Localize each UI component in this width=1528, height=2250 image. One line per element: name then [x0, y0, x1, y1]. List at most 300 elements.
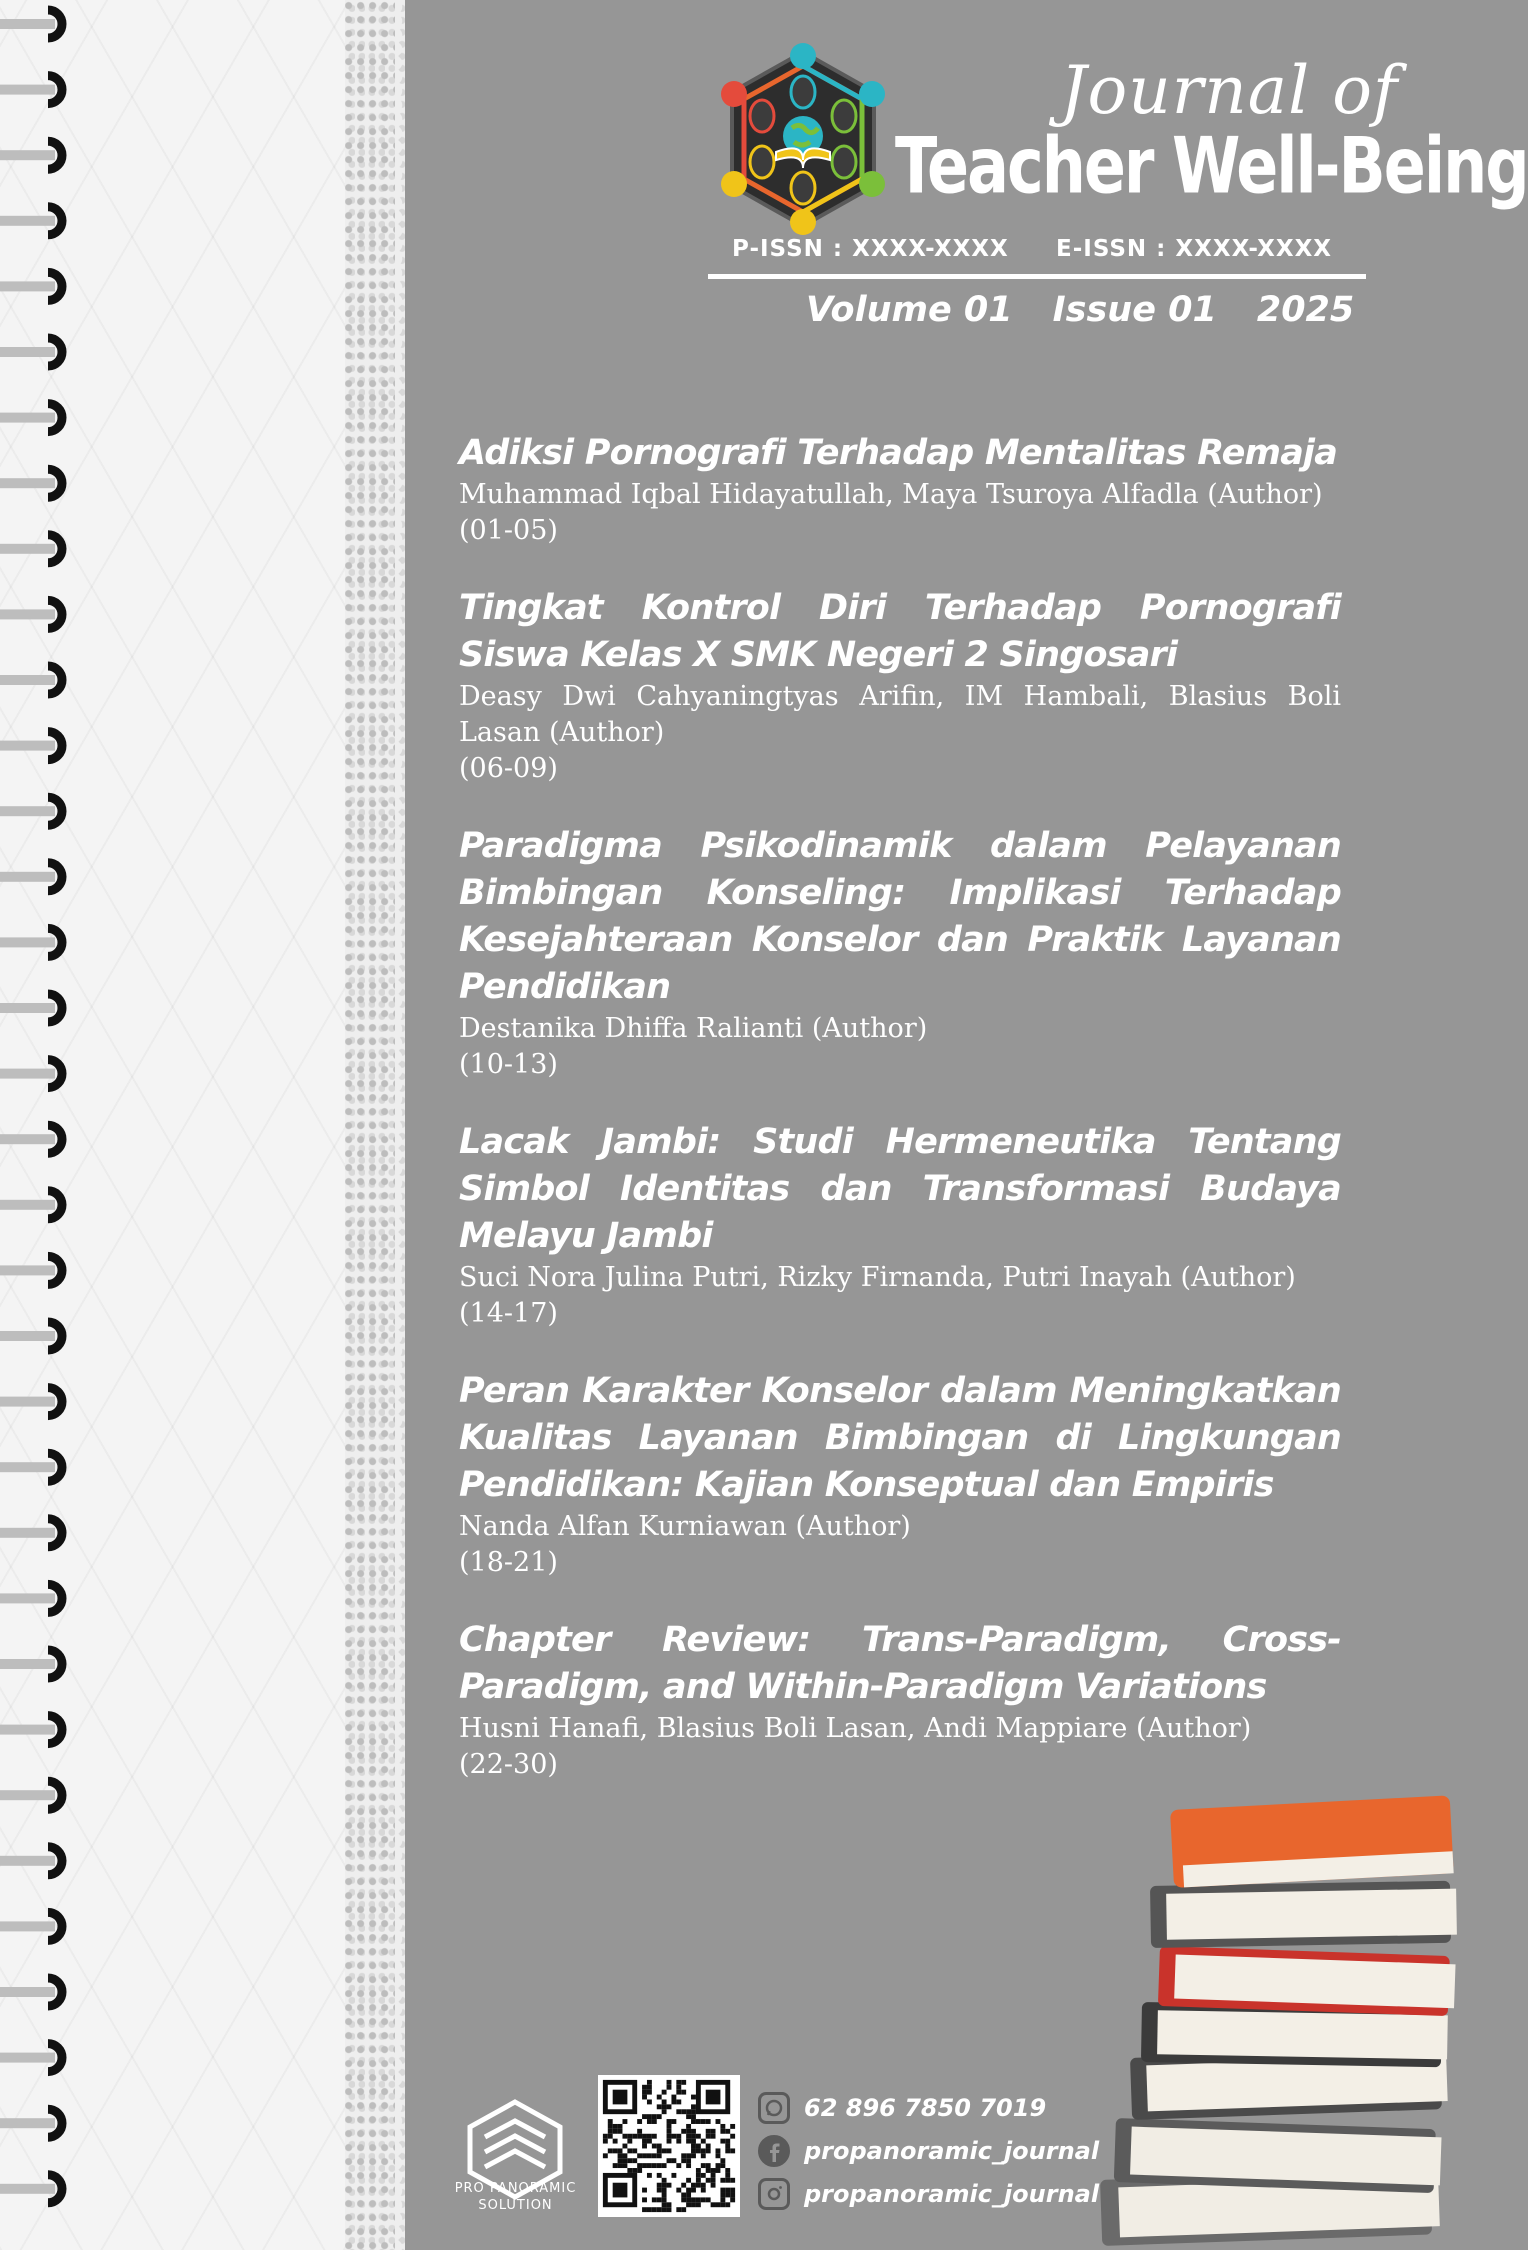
qr-module	[642, 2114, 647, 2119]
qr-module	[711, 2178, 716, 2183]
qr-module	[686, 2114, 691, 2119]
qr-module	[696, 2173, 701, 2178]
qr-module	[603, 2139, 608, 2144]
qr-module	[676, 2109, 681, 2114]
qr-module	[681, 2090, 686, 2095]
ring-wire	[0, 413, 55, 423]
article-title[interactable]: Peran Karakter Konselor dalam Meningkatkan Kualitas Layanan Bimbingan di Lingkungan Pendidikan: Kajian Konseptual dan Empiris	[459, 1371, 1341, 1505]
qr-module	[681, 2197, 686, 2202]
qr-module	[671, 2099, 676, 2104]
qr-module	[716, 2163, 721, 2168]
qr-module	[671, 2173, 676, 2178]
book-stack-illustration	[1090, 1780, 1410, 2250]
article-authors: Husni Hanafi, Blasius Boli Lasan, Andi Mappiare (Author)	[459, 1713, 1252, 1744]
qr-module	[652, 2207, 657, 2212]
contact-info	[758, 2086, 1099, 2215]
qr-module	[657, 2197, 662, 2202]
qr-module	[701, 2183, 706, 2188]
ring-wire	[0, 2053, 55, 2063]
qr-module	[647, 2114, 652, 2119]
qr-module	[618, 2163, 623, 2168]
qr-module	[686, 2129, 691, 2134]
qr-module	[667, 2158, 672, 2163]
ring-wire	[0, 1987, 55, 1997]
journal-title-small: Journal of	[1060, 52, 1399, 129]
contact-facebook[interactable]	[758, 2129, 1099, 2172]
qr-module	[627, 2134, 632, 2139]
qr-module	[657, 2095, 662, 2100]
qr-module	[647, 2207, 652, 2212]
article-entry[interactable]	[459, 1368, 1341, 1581]
qr-module	[691, 2129, 696, 2134]
qr-module	[618, 2148, 623, 2153]
qr-module	[632, 2168, 637, 2173]
year-label: 2025	[1256, 290, 1355, 330]
qr-module	[667, 2207, 672, 2212]
article-authors: Deasy Dwi Cahyaningtyas Arifin, IM Hambali, Blasius Boli Lasan (Author)	[459, 681, 1341, 748]
article-title[interactable]: Tingkat Kontrol Diri Terhadap Pornografi Siswa Kelas X SMK Negeri 2 Singosari	[459, 588, 1341, 675]
qr-module	[642, 2144, 647, 2149]
qr-module	[676, 2080, 681, 2085]
qr-finder-core	[613, 2183, 628, 2198]
article-entry[interactable]	[459, 430, 1341, 549]
qr-finder-core	[706, 2090, 721, 2105]
qr-module	[608, 2134, 613, 2139]
qr-finder-core	[613, 2090, 628, 2105]
qr-module	[730, 2193, 735, 2198]
qr-module	[730, 2148, 735, 2153]
article-authors: Suci Nora Julina Putri, Rizky Firnanda, Putri Inayah (Author)	[459, 1262, 1296, 1293]
qr-module	[720, 2129, 725, 2134]
publisher-line-1: PRO PANORAMIC	[454, 2181, 577, 2196]
qr-module	[618, 2124, 623, 2129]
qr-module	[711, 2173, 716, 2178]
qr-module	[642, 2197, 647, 2202]
qr-module	[720, 2163, 725, 2168]
qr-module	[637, 2119, 642, 2124]
qr-module	[671, 2095, 676, 2100]
ring-wire	[0, 937, 55, 947]
qr-module	[608, 2119, 613, 2124]
e-issn: E-ISSN : XXXX-XXXX	[1056, 236, 1333, 262]
ring-wire	[0, 1921, 55, 1931]
qr-module	[662, 2202, 667, 2207]
qr-code[interactable]	[598, 2075, 740, 2217]
ring-wire	[0, 872, 55, 882]
ring-wire	[0, 1069, 55, 1079]
whatsapp-icon	[758, 2092, 790, 2124]
phone-number[interactable]: 62 896 7850 7019	[804, 2093, 1047, 2122]
qr-module	[603, 2134, 608, 2139]
qr-module	[642, 2134, 647, 2139]
article-pages: (01-05)	[459, 515, 558, 546]
qr-module	[642, 2153, 647, 2158]
qr-module	[647, 2119, 652, 2124]
qr-module	[676, 2188, 681, 2193]
article-title[interactable]: Lacak Jambi: Studi Hermeneutika Tentang Simbol Identitas dan Transformasi Budaya Melayu Jambi	[459, 1122, 1341, 1256]
ring-wire	[0, 544, 55, 554]
qr-module	[652, 2134, 657, 2139]
qr-module	[657, 2183, 662, 2188]
qr-module	[691, 2104, 696, 2109]
qr-module	[725, 2173, 730, 2178]
qr-module	[618, 2129, 623, 2134]
qr-module	[696, 2202, 701, 2207]
qr-module	[706, 2119, 711, 2124]
qr-module	[725, 2139, 730, 2144]
qr-module	[676, 2085, 681, 2090]
qr-module	[725, 2178, 730, 2183]
qr-module	[691, 2139, 696, 2144]
ring-wire	[0, 609, 55, 619]
qr-module	[696, 2183, 701, 2188]
qr-module	[701, 2119, 706, 2124]
qr-module	[681, 2080, 686, 2085]
ring-wire	[0, 347, 55, 357]
qr-module	[711, 2202, 716, 2207]
qr-module	[637, 2134, 642, 2139]
article-pages: (14-17)	[459, 1298, 558, 1329]
spiral-binding-rings	[0, 0, 100, 2250]
qr-module	[701, 2148, 706, 2153]
qr-module	[662, 2099, 667, 2104]
qr-module	[637, 2163, 642, 2168]
journal-logo	[714, 44, 892, 234]
qr-module	[681, 2183, 686, 2188]
publisher-line-2: SOLUTION	[478, 2198, 553, 2213]
qr-module	[622, 2163, 627, 2168]
qr-module	[706, 2129, 711, 2134]
qr-module	[667, 2202, 672, 2207]
qr-module	[720, 2197, 725, 2202]
qr-module	[686, 2193, 691, 2198]
qr-module	[667, 2183, 672, 2188]
qr-module	[701, 2173, 706, 2178]
ring-wire	[0, 1725, 55, 1735]
qr-module	[622, 2119, 627, 2124]
issue-label: Issue 01	[1052, 290, 1217, 330]
ring-wire	[0, 806, 55, 816]
qr-module	[696, 2119, 701, 2124]
article-authors: Destanika Dhiffa Ralianti (Author)	[459, 1013, 928, 1044]
qr-module	[691, 2148, 696, 2153]
article-entry[interactable]	[459, 1617, 1341, 1783]
ring-wire	[0, 1003, 55, 1013]
qr-module	[608, 2148, 613, 2153]
qr-module	[608, 2124, 613, 2129]
qr-module	[676, 2163, 681, 2168]
qr-module	[652, 2153, 657, 2158]
instagram-icon	[758, 2178, 790, 2210]
qr-module	[667, 2129, 672, 2134]
qr-module	[686, 2202, 691, 2207]
ring-wire	[0, 2184, 55, 2194]
qr-module	[662, 2207, 667, 2212]
qr-module	[647, 2080, 652, 2085]
article-entry[interactable]	[459, 585, 1341, 787]
qr-module	[720, 2188, 725, 2193]
qr-module	[696, 2148, 701, 2153]
qr-module	[730, 2178, 735, 2183]
article-pages: (22-30)	[459, 1749, 558, 1780]
qr-module	[716, 2202, 721, 2207]
qr-module	[691, 2095, 696, 2100]
qr-module	[667, 2119, 672, 2124]
qr-module	[657, 2144, 662, 2149]
qr-module	[627, 2139, 632, 2144]
qr-module	[691, 2183, 696, 2188]
qr-module	[652, 2119, 657, 2124]
qr-module	[676, 2139, 681, 2144]
qr-module	[706, 2163, 711, 2168]
qr-module	[667, 2104, 672, 2109]
qr-module	[701, 2197, 706, 2202]
qr-module	[642, 2207, 647, 2212]
qr-module	[686, 2109, 691, 2114]
facebook-handle[interactable]: propanoramic_journal	[804, 2136, 1100, 2165]
qr-module	[662, 2148, 667, 2153]
qr-module	[696, 2144, 701, 2149]
qr-module	[676, 2207, 681, 2212]
contact-phone[interactable]	[758, 2086, 1099, 2129]
header-divider	[708, 274, 1366, 279]
qr-module	[681, 2153, 686, 2158]
qr-module	[647, 2134, 652, 2139]
qr-module	[662, 2178, 667, 2183]
qr-module	[652, 2144, 657, 2149]
ring-wire	[0, 675, 55, 685]
qr-module	[720, 2202, 725, 2207]
qr-module	[676, 2099, 681, 2104]
qr-module	[706, 2168, 711, 2173]
qr-module	[716, 2148, 721, 2153]
qr-module	[701, 2188, 706, 2193]
qr-module	[642, 2085, 647, 2090]
volume-label: Volume 01	[806, 290, 1013, 330]
contact-instagram[interactable]	[758, 2172, 1099, 2215]
qr-module	[647, 2085, 652, 2090]
article-title[interactable]: Paradigma Psikodinamik dalam Pelayanan Bimbingan Konseling: Implikasi Terhadap Kesejahteraan Konselor dan Praktik Layanan Pendidikan	[459, 826, 1341, 1007]
ring-wire	[0, 216, 55, 226]
qr-module	[686, 2158, 691, 2163]
qr-module	[686, 2134, 691, 2139]
qr-module	[632, 2134, 637, 2139]
qr-module	[681, 2207, 686, 2212]
qr-module	[701, 2153, 706, 2158]
qr-module	[647, 2099, 652, 2104]
qr-module	[686, 2139, 691, 2144]
qr-module	[627, 2158, 632, 2163]
qr-module	[642, 2163, 647, 2168]
qr-module	[716, 2153, 721, 2158]
qr-module	[647, 2090, 652, 2095]
qr-module	[627, 2148, 632, 2153]
qr-module	[720, 2124, 725, 2129]
ring-wire	[0, 281, 55, 291]
qr-module	[662, 2163, 667, 2168]
qr-module	[691, 2134, 696, 2139]
qr-module	[657, 2173, 662, 2178]
qr-module	[642, 2188, 647, 2193]
qr-module	[637, 2129, 642, 2134]
qr-module	[711, 2129, 716, 2134]
article-authors: Nanda Alfan Kurniawan (Author)	[459, 1511, 911, 1542]
ring-wire	[0, 1265, 55, 1275]
article-title[interactable]: Chapter Review: Trans-Paradigm, Cross-Paradigm, and Within-Paradigm Variations	[459, 1620, 1341, 1707]
qr-module	[657, 2148, 662, 2153]
article-pages: (18-21)	[459, 1547, 558, 1578]
qr-module	[681, 2193, 686, 2198]
article-pages: (06-09)	[459, 753, 558, 784]
qr-module	[657, 2153, 662, 2158]
qr-module	[613, 2139, 618, 2144]
publisher-name	[448, 2180, 583, 2214]
qr-module	[657, 2163, 662, 2168]
torn-paper-edge-scallop	[395, 0, 409, 2250]
qr-module	[716, 2168, 721, 2173]
qr-module	[696, 2134, 701, 2139]
qr-module	[686, 2153, 691, 2158]
qr-module	[701, 2163, 706, 2168]
article-entry[interactable]	[459, 1119, 1341, 1332]
qr-module	[725, 2129, 730, 2134]
qr-module	[637, 2153, 642, 2158]
ring-wire	[0, 1462, 55, 1472]
qr-module	[657, 2207, 662, 2212]
ring-wire	[0, 19, 55, 29]
qr-module	[622, 2144, 627, 2149]
qr-module	[686, 2163, 691, 2168]
qr-module	[647, 2139, 652, 2144]
volume-issue-line	[806, 290, 1354, 330]
qr-module	[706, 2148, 711, 2153]
qr-module	[706, 2178, 711, 2183]
ring-wire	[0, 1528, 55, 1538]
qr-module	[647, 2153, 652, 2158]
qr-module	[696, 2197, 701, 2202]
qr-module	[613, 2129, 618, 2134]
qr-module	[603, 2153, 608, 2158]
article-entry[interactable]	[459, 823, 1341, 1083]
journal-title-large: Teacher Well-Being	[895, 120, 1528, 212]
qr-module	[662, 2104, 667, 2109]
qr-module	[691, 2114, 696, 2119]
qr-module	[671, 2158, 676, 2163]
ring-wire	[0, 2118, 55, 2128]
qr-module	[632, 2148, 637, 2153]
qr-module	[637, 2168, 642, 2173]
ring-wire	[0, 741, 55, 751]
qr-module	[647, 2173, 652, 2178]
qr-module	[725, 2168, 730, 2173]
qr-module	[691, 2144, 696, 2149]
qr-module	[652, 2163, 657, 2168]
qr-module	[725, 2193, 730, 2198]
qr-module	[667, 2080, 672, 2085]
qr-module	[662, 2183, 667, 2188]
qr-module	[686, 2188, 691, 2193]
qr-module	[711, 2183, 716, 2188]
qr-module	[662, 2090, 667, 2095]
ring-wire	[0, 1593, 55, 1603]
qr-module	[691, 2119, 696, 2124]
qr-module	[622, 2158, 627, 2163]
qr-module	[720, 2178, 725, 2183]
qr-module	[662, 2188, 667, 2193]
qr-module	[622, 2153, 627, 2158]
qr-module	[647, 2163, 652, 2168]
qr-module	[642, 2139, 647, 2144]
qr-module	[671, 2119, 676, 2124]
qr-module	[622, 2134, 627, 2139]
qr-module	[676, 2134, 681, 2139]
qr-module	[657, 2188, 662, 2193]
qr-module	[696, 2178, 701, 2183]
article-list	[459, 430, 1341, 1819]
ring-wire	[0, 1134, 55, 1144]
qr-module	[618, 2153, 623, 2158]
facebook-icon	[758, 2135, 790, 2167]
qr-module	[720, 2158, 725, 2163]
qr-module	[667, 2085, 672, 2090]
qr-module	[681, 2158, 686, 2163]
p-issn: P-ISSN : XXXX-XXXX	[732, 236, 1009, 262]
qr-module	[686, 2197, 691, 2202]
qr-module	[730, 2134, 735, 2139]
qr-module	[667, 2124, 672, 2129]
qr-module	[711, 2168, 716, 2173]
qr-module	[686, 2124, 691, 2129]
qr-module	[657, 2114, 662, 2119]
qr-module	[706, 2197, 711, 2202]
qr-module	[691, 2202, 696, 2207]
qr-module	[730, 2188, 735, 2193]
qr-module	[642, 2095, 647, 2100]
qr-module	[691, 2197, 696, 2202]
instagram-handle[interactable]: propanoramic_journal	[804, 2179, 1100, 2208]
qr-module	[725, 2202, 730, 2207]
qr-module	[632, 2158, 637, 2163]
qr-module	[627, 2168, 632, 2173]
qr-module	[681, 2129, 686, 2134]
qr-module	[667, 2134, 672, 2139]
ring-wire	[0, 1856, 55, 1866]
ring-wire	[0, 1790, 55, 1800]
qr-module	[701, 2139, 706, 2144]
qr-module	[720, 2139, 725, 2144]
ring-wire	[0, 150, 55, 160]
qr-module	[613, 2124, 618, 2129]
qr-module	[725, 2148, 730, 2153]
ring-wire	[0, 1200, 55, 1210]
qr-module	[711, 2134, 716, 2139]
qr-module	[725, 2144, 730, 2149]
qr-module	[706, 2134, 711, 2139]
qr-module	[662, 2197, 667, 2202]
qr-module	[686, 2178, 691, 2183]
qr-module	[725, 2188, 730, 2193]
qr-module	[671, 2134, 676, 2139]
qr-module	[691, 2109, 696, 2114]
ring-wire	[0, 1659, 55, 1669]
qr-module	[613, 2148, 618, 2153]
article-title[interactable]: Adiksi Pornografi Terhadap Mentalitas Remaja	[459, 433, 1338, 473]
qr-module	[613, 2163, 618, 2168]
qr-module	[662, 2109, 667, 2114]
ring-wire	[0, 1397, 55, 1407]
qr-module	[681, 2109, 686, 2114]
qr-module	[652, 2114, 657, 2119]
